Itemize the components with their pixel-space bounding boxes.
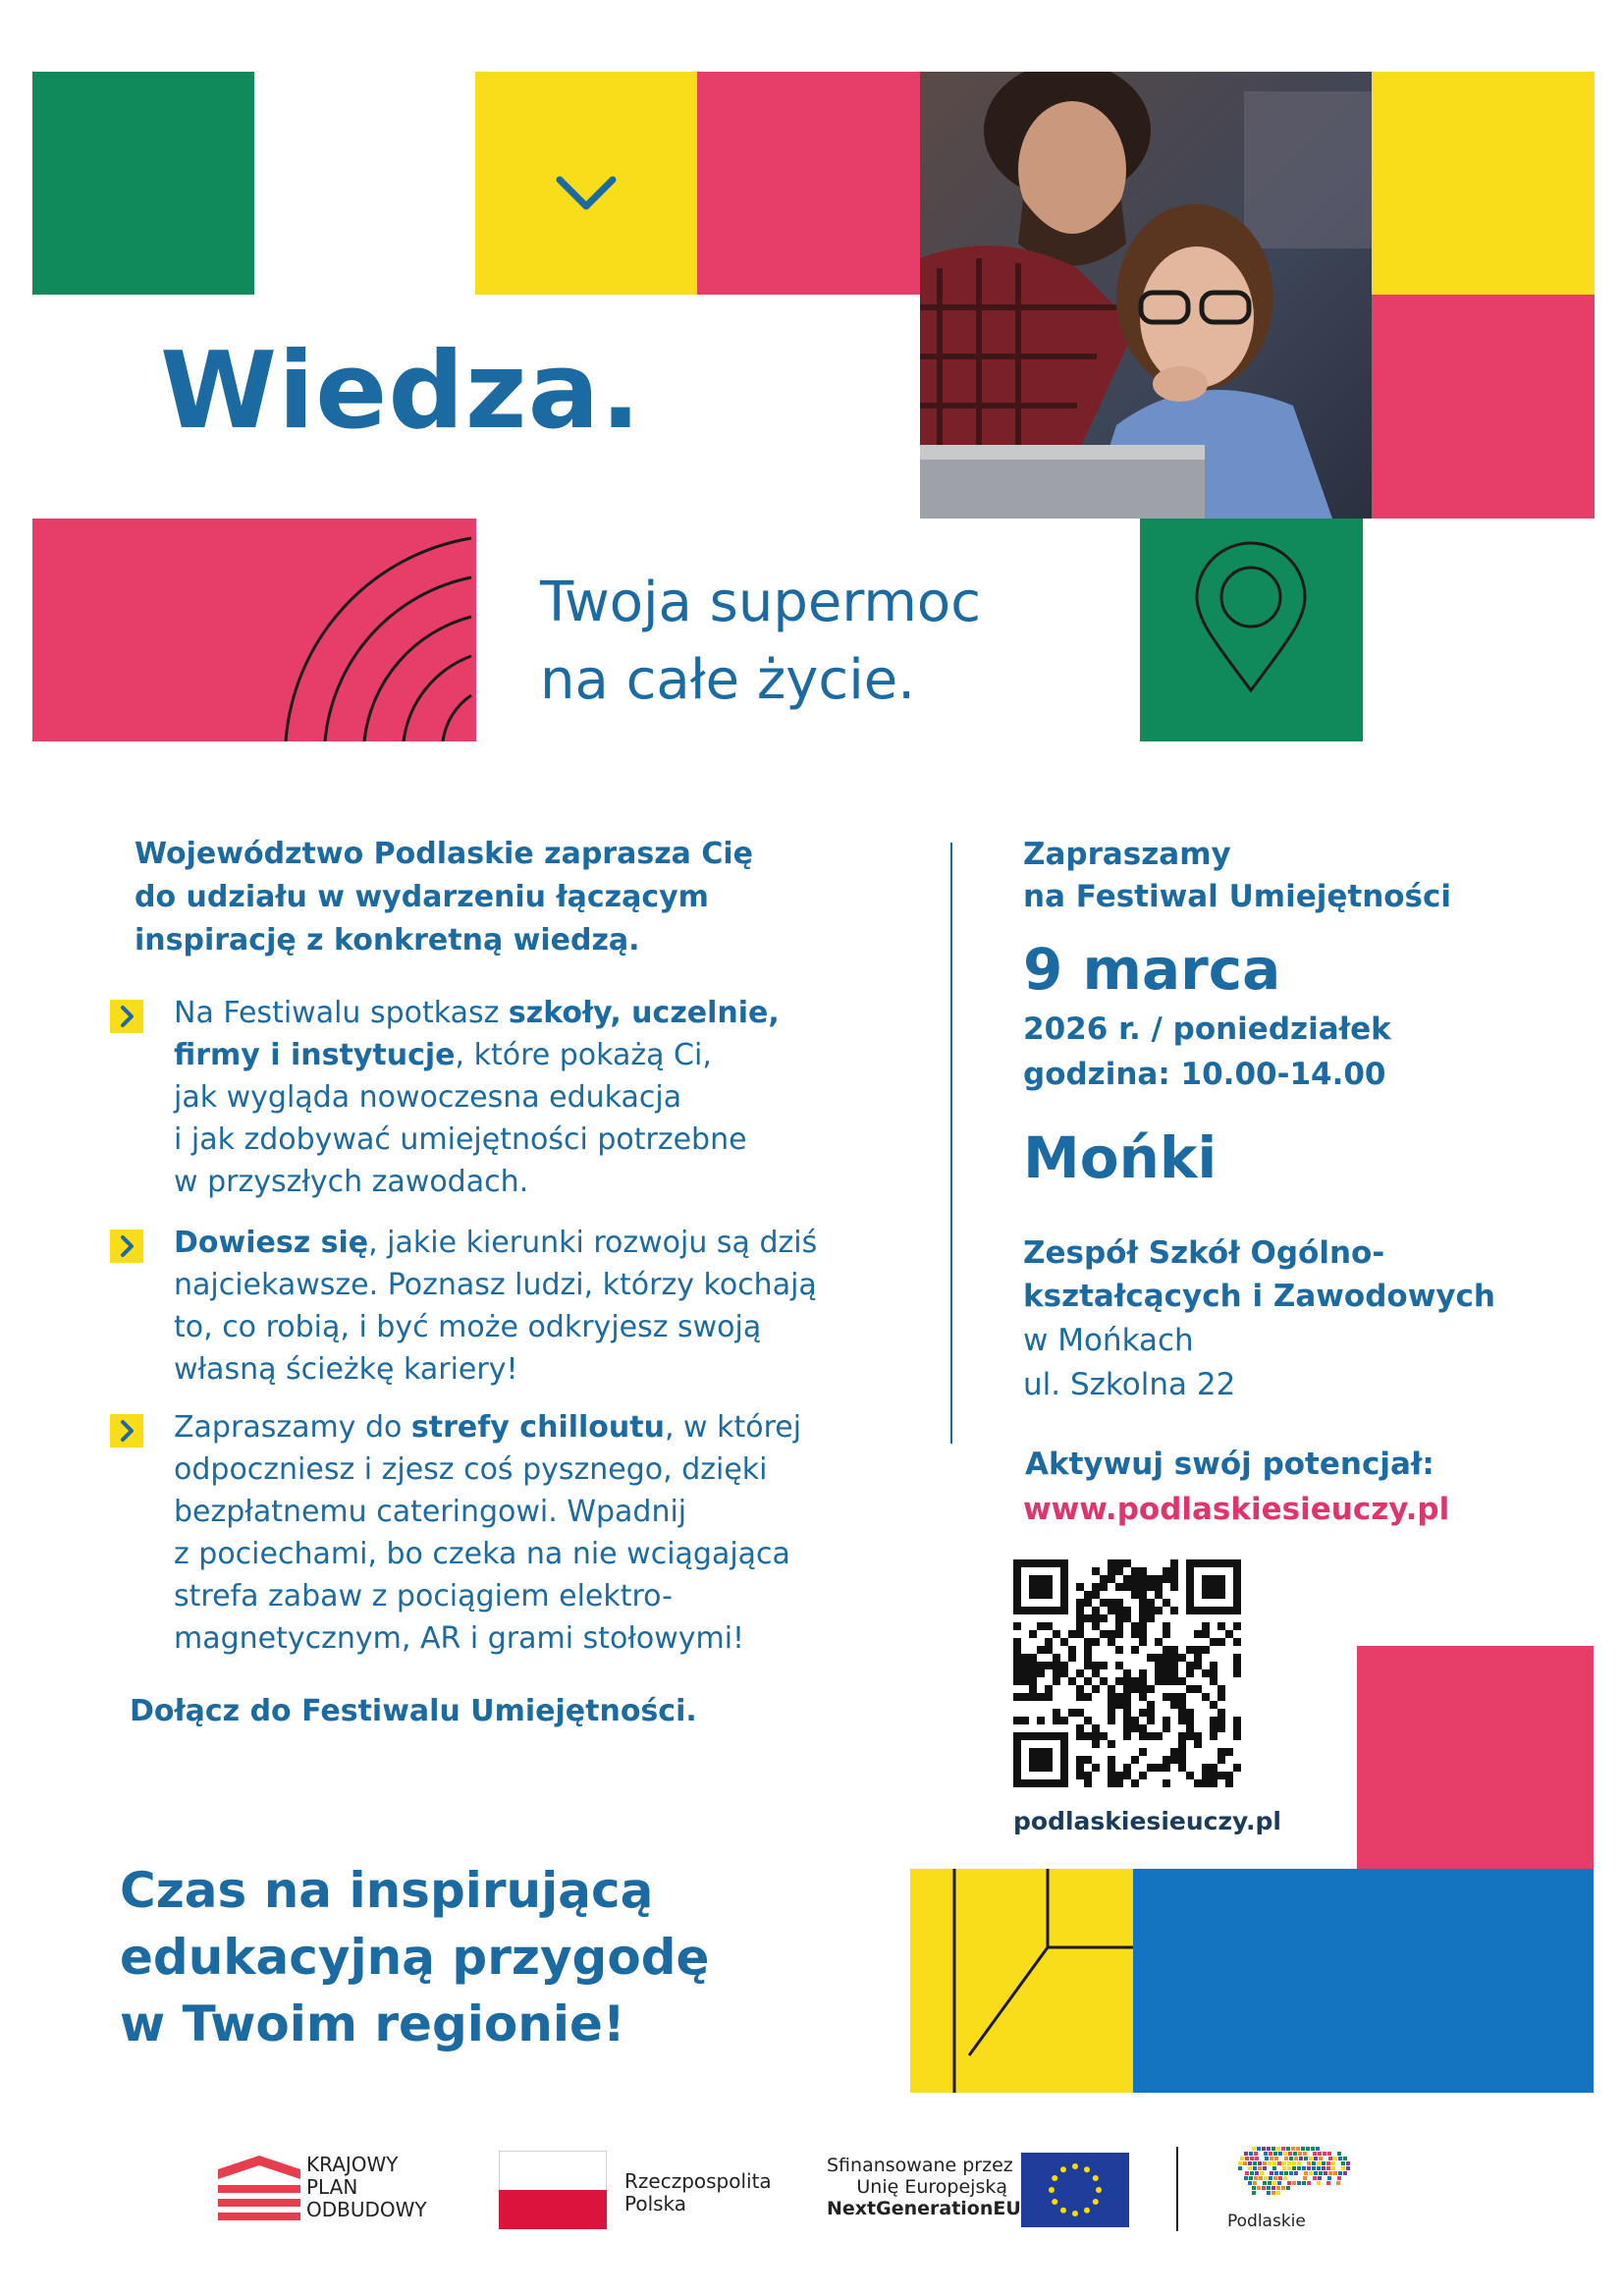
bullet-3-line-6: magnetycznym, AR i grami stołowymi! — [174, 1621, 745, 1656]
event-city: Mońki — [1023, 1124, 1217, 1191]
closing-line-2: edukacyjną przygodę — [120, 1929, 710, 1986]
kpo-line-2: PLAN — [306, 2175, 358, 2199]
tagline-line-2: na całe życie. — [540, 648, 916, 712]
bullet-3-line-5: strefa zabaw z pociągiem elektro- — [174, 1579, 673, 1613]
deco-block-pink-bottom — [1357, 1646, 1594, 1869]
signal-arcs-icon — [32, 519, 476, 741]
invite-line-2: na Festiwal Umiejętności — [1023, 879, 1452, 914]
location-pin-icon — [1140, 519, 1363, 741]
bullet-2-line-4: własną ścieżkę kariery! — [174, 1352, 518, 1387]
deco-block-pink-right — [1372, 295, 1595, 519]
event-year-day: 2026 r. / poniedziałek — [1023, 1011, 1391, 1047]
bullet-chevron-icon — [110, 1230, 143, 1263]
kpo-logo — [218, 2156, 300, 2228]
invite-line-1: Zapraszamy — [1023, 837, 1231, 872]
bullet-chevron-icon — [110, 1414, 143, 1448]
qr-caption: podlaskiesieuczy.pl — [1013, 1807, 1281, 1835]
podlaskie-logo-text: Podlaskie — [1227, 2212, 1306, 2231]
bullet-3-line-4: z pociechami, bo czeka na nie wciągająca — [174, 1537, 790, 1571]
deco-block-yellow-top — [475, 72, 697, 295]
bullet-1-line-4: i jak zdobywać umiejętności potrzebne — [174, 1122, 747, 1157]
venue-place-line-1: w Mońkach — [1023, 1323, 1194, 1358]
bullet-1-line-3: jak wygląda nowoczesna edukacja — [174, 1080, 682, 1115]
eu-funding-text — [827, 2155, 1021, 2220]
eu-line-3: NextGenerationEU — [827, 2197, 1021, 2219]
venue-line-2: kształcących i Zawodowych — [1023, 1279, 1495, 1314]
closing-line-3: w Twoim regionie! — [120, 1995, 625, 2052]
bullet-2-line-1: Dowiesz się, jakie kierunki rozwoju są dziś — [174, 1226, 818, 1260]
rp-line-2: Polska — [624, 2192, 687, 2215]
polish-flag-icon — [499, 2151, 607, 2229]
intro-line-2: do udziału w wydarzeniu łączącym — [135, 880, 709, 914]
kpo-line-3: ODBUDOWY — [306, 2198, 427, 2221]
kpo-line-1: KRAJOWY — [306, 2153, 399, 2176]
cta-text: Aktywuj swój potencjał: — [1025, 1447, 1434, 1482]
bullet-chevron-icon — [110, 1000, 143, 1033]
rp-line-1: Rzeczpospolita — [624, 2169, 772, 2193]
deco-block-green-top — [32, 72, 254, 295]
bullet-1-line-1: Na Festiwalu spotkasz szkoły, uczelnie, — [174, 996, 780, 1030]
bullet-3-line-2: odpoczniesz i zjesz coś pysznego, dzięki — [174, 1452, 768, 1487]
deco-block-green-mid — [1140, 519, 1363, 741]
join-text: Dołącz do Festiwalu Umiejętności. — [130, 1694, 697, 1728]
deco-block-yellow-right — [1372, 72, 1595, 295]
deco-block-blue-bottom — [1133, 1869, 1594, 2093]
deco-block-pink-left — [32, 519, 476, 741]
eu-flag-icon — [1021, 2153, 1129, 2227]
bullet-3-line-3: bezpłatnemu cateringowi. Wpadnij — [174, 1495, 687, 1529]
rp-logo-text — [624, 2170, 772, 2215]
kpo-logo-text — [306, 2154, 427, 2221]
bullet-2-line-2: najciekawsze. Poznasz ludzi, którzy kochają — [174, 1268, 817, 1302]
hero-photo — [920, 72, 1372, 519]
tagline-line-1: Twoja supermoc — [540, 571, 981, 634]
bullet-3-line-1: Zapraszamy do strefy chilloutu, w której — [174, 1410, 802, 1445]
column-divider — [950, 843, 952, 1444]
corner-lines-icon — [910, 1869, 1133, 2093]
footer-divider — [1176, 2147, 1178, 2231]
venue-line-1: Zespół Szkół Ogólno- — [1023, 1235, 1385, 1271]
page-title: Wiedza. — [160, 330, 642, 453]
event-date: 9 marca — [1023, 936, 1281, 1003]
eu-line-2: Unię Europejską — [856, 2175, 1007, 2198]
venue-place-line-2: ul. Szkolna 22 — [1023, 1367, 1236, 1402]
bullet-1-line-5: w przyszłych zawodach. — [174, 1165, 529, 1199]
event-hours: godzina: 10.00-14.00 — [1023, 1057, 1386, 1092]
intro-line-1: Województwo Podlaskie zaprasza Cię — [135, 837, 753, 871]
qr-code[interactable] — [1013, 1559, 1241, 1787]
chevron-down-icon — [475, 72, 697, 295]
website-link[interactable]: www.podlaskiesieuczy.pl — [1023, 1492, 1450, 1527]
deco-block-yellow-bottom — [910, 1869, 1133, 2093]
eu-line-1: Sfinansowane przez — [827, 2155, 1013, 2176]
bullet-1-line-2: firmy i instytucje, które pokażą Ci, — [174, 1038, 712, 1072]
intro-line-3: inspirację z konkretną wiedzą. — [135, 923, 640, 957]
closing-line-1: Czas na inspirującą — [120, 1862, 654, 1919]
bullet-2-line-3: to, co robią, i być może odkryjesz swoją — [174, 1310, 762, 1344]
deco-block-pink-top — [697, 72, 920, 295]
